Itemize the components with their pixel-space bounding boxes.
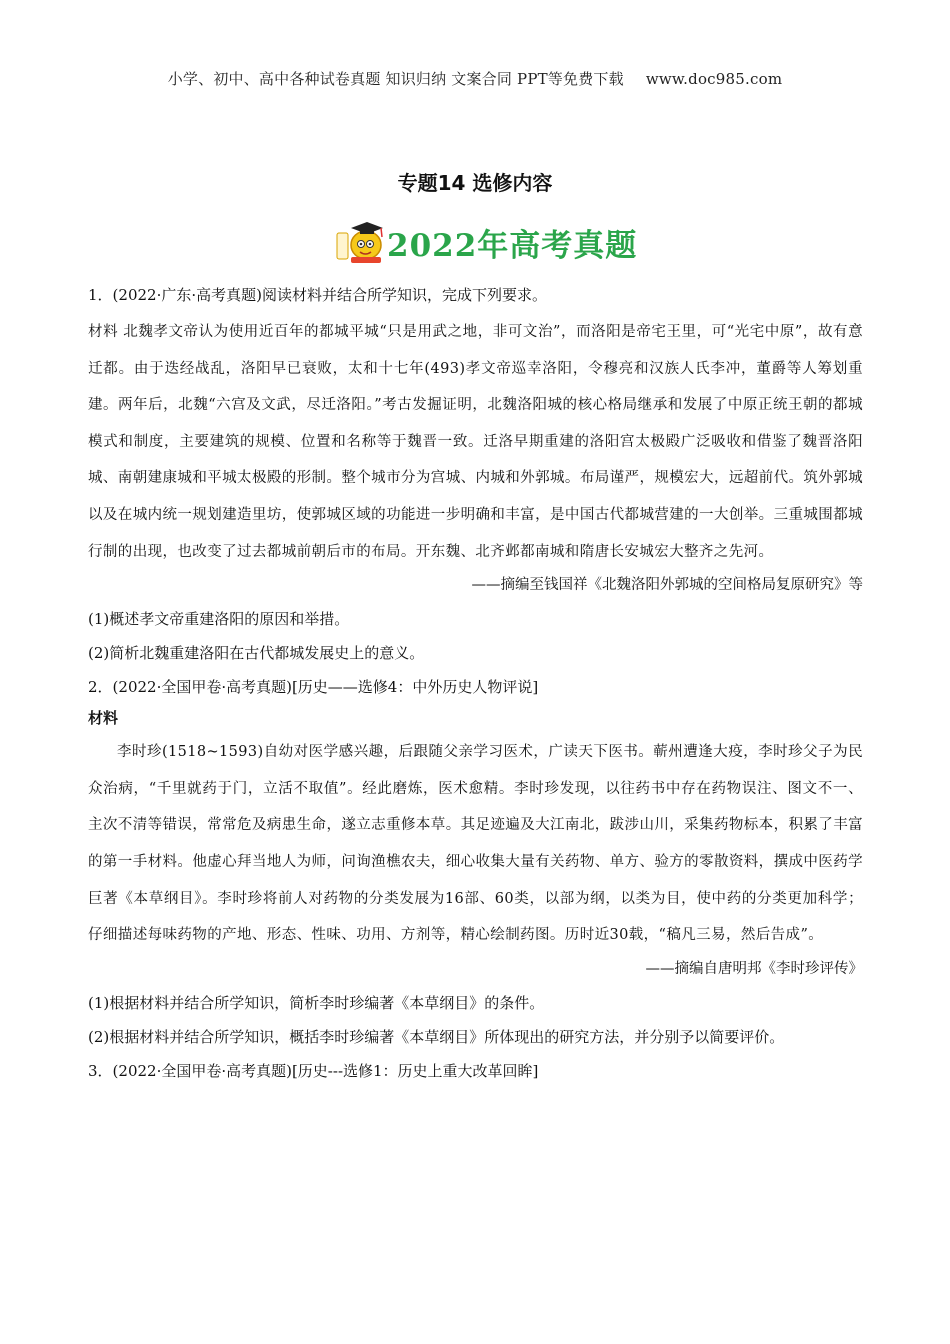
sub-question: (2)根据材料并结合所学知识，概括李时珍编著《本草纲目》所体现出的研究方法，并分别予以简要评价。 bbox=[88, 1027, 785, 1046]
sub-question: (1)概述孝文帝重建洛阳的原因和举措。 bbox=[88, 610, 350, 629]
question-3 bbox=[88, 1060, 863, 1082]
material-source: ——摘编至钱国祥《北魏洛阳外郭城的空间格局复原研究》等 bbox=[471, 577, 863, 594]
question-heading: 3．(2022·全国甲卷·高考真题)[历史---选修1：历史上重大改革回眸] bbox=[88, 1061, 539, 1080]
sub-question: (1)根据材料并结合所学知识，简析李时珍编著《本草纲目》的条件。 bbox=[88, 993, 545, 1012]
section-banner bbox=[335, 218, 637, 266]
question-heading: 1．(2022·广东·高考真题)阅读材料并结合所学知识，完成下列要求。 bbox=[88, 286, 547, 304]
header-text: 小学、初中、高中各种试卷真题 知识归纳 文案合同 PPT等免费下载 bbox=[167, 70, 624, 88]
material-text: 李时珍(1518~1593)自幼对医学感兴趣，后跟随父亲学习医术，广读天下医书。蕲州遭逢大疫，李时珍父子为民众治病，“千里就药于门，立活不取值”。经此磨炼，医术愈精。李时珍发现，以往药书中存在药物误注、图文不一、主次不清等错误，常常危及病患生命，遂立志重修本草。其足迹遍及大江南北，跋涉山川，采集药物标本，积累了丰富的第一手材料。他虚心拜当地人为师，问询渔樵农夫，细心收集大量有关药物、单方、验方的零散资料，撰成中医药学巨著《本草纲目》。李时珍将前人对药物的分类发展为16部、60类，以部为纲，以类为目，使中药的分类更加科学；仔细描述每味药物的产地、形态、性味、功用、方剂等，精心绘制药图。历时近30载，“稿凡三易，然后告成”。 bbox=[88, 744, 863, 944]
page-title: 专题14 选修内容 bbox=[397, 171, 553, 195]
question-1 bbox=[88, 284, 863, 664]
material-text: 材料 北魏孝文帝认为使用近百年的都城平城“只是用武之地，非可文治”，而洛阳是帝宅王里，可“光宅中原”，故有意迁都。由于迭经战乱，洛阳早已衰败，太和十七年(493)孝文帝巡幸洛阳，令穆亮和汉族人氏李冲，董爵等人筹划重建。两年后，北魏“六宫及文武，尽迁洛阳。”考古发掘证明，北魏洛阳城的核心格局继承和发展了中原正统王朝的都城模式和制度，主要建筑的规模、位置和名称等于魏晋一致。迁洛早期重建的洛阳宫太极殿广泛吸收和借鉴了魏晋洛阳城、南朝建康城和平城太极殿的形制。整个城市分为宫城、内城和外郭城。布局谨严，规模宏大，远超前代。筑外郭城以及在城内统一规划建造里坊，使郭城区域的功能进一步明确和丰富，是中国古代都城营建的一大创举。三重城围都城行制的出现，也改变了过去都城前朝后市的布局。开东魏、北齐邺都南城和隋唐长安城宏大整齐之先河。 bbox=[88, 324, 863, 560]
graduate-cartoon-icon bbox=[335, 219, 385, 265]
question-heading: 2．(2022·全国甲卷·高考真题)[历史——选修4：中外历史人物评说] bbox=[88, 678, 539, 697]
sub-question: (2)简析北魏重建洛阳在古代都城发展史上的意义。 bbox=[88, 644, 425, 663]
header-url[interactable]: www.doc985.com bbox=[645, 70, 783, 88]
banner-text: 2022年高考真题 bbox=[387, 227, 638, 264]
material-source: ——摘编自唐明邦《李时珍评传》 bbox=[645, 960, 863, 977]
document-body bbox=[88, 278, 863, 1090]
page-header bbox=[0, 68, 950, 89]
question-2 bbox=[88, 676, 863, 1048]
material-label: 材料 bbox=[88, 709, 119, 728]
